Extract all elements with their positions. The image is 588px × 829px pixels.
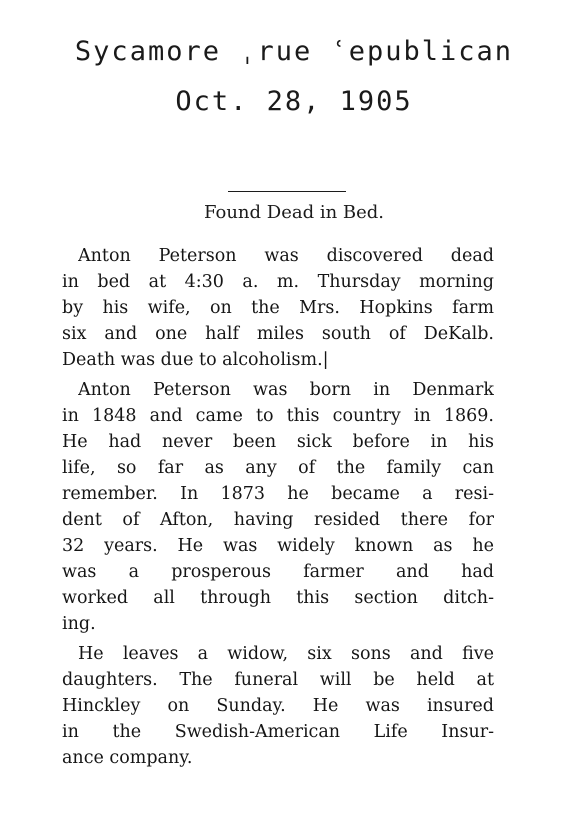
article-line: remember. In 1873 he became a resi- bbox=[62, 484, 494, 504]
article-line: He leaves a widow, six sons and five bbox=[78, 644, 494, 664]
article-line: in the Swedish-American Life Insur- bbox=[62, 722, 494, 742]
article-line: He had never been sick before in his bbox=[62, 432, 494, 452]
article-line: in 1848 and came to this country in 1869. bbox=[62, 406, 494, 426]
article-line: ing. bbox=[62, 614, 96, 634]
headline-rule bbox=[228, 191, 346, 192]
article-line: worked all through this section ditch- bbox=[62, 588, 494, 608]
article-line: daughters. The funeral will be held at bbox=[62, 670, 494, 690]
article-headline: Found Dead in Bed. bbox=[203, 202, 385, 223]
article-line: Anton Peterson was born in Denmark bbox=[78, 380, 494, 400]
article-line: ance company. bbox=[62, 748, 193, 768]
newspaper-masthead: Sycamore ˌrue ʿepublican bbox=[74, 36, 514, 67]
article-line: Hinckley on Sunday. He was insured bbox=[62, 696, 494, 716]
article-line: dent of Afton, having resided there for bbox=[62, 510, 494, 530]
publication-date: Oct. 28, 1905 bbox=[175, 86, 413, 117]
article-line: six and one half miles south of DeKalb. bbox=[62, 324, 494, 344]
article-line: 32 years. He was widely known as he bbox=[62, 536, 494, 556]
article-line: life, so far as any of the family can bbox=[62, 458, 494, 478]
article-line: Death was due to alcoholism.| bbox=[62, 350, 329, 370]
article-line: in bed at 4:30 a. m. Thursday morning bbox=[62, 272, 494, 292]
article-line: Anton Peterson was discovered dead bbox=[78, 246, 494, 266]
article-line: by his wife, on the Mrs. Hopkins farm bbox=[62, 298, 494, 318]
article-line: was a prosperous farmer and had bbox=[62, 562, 494, 582]
